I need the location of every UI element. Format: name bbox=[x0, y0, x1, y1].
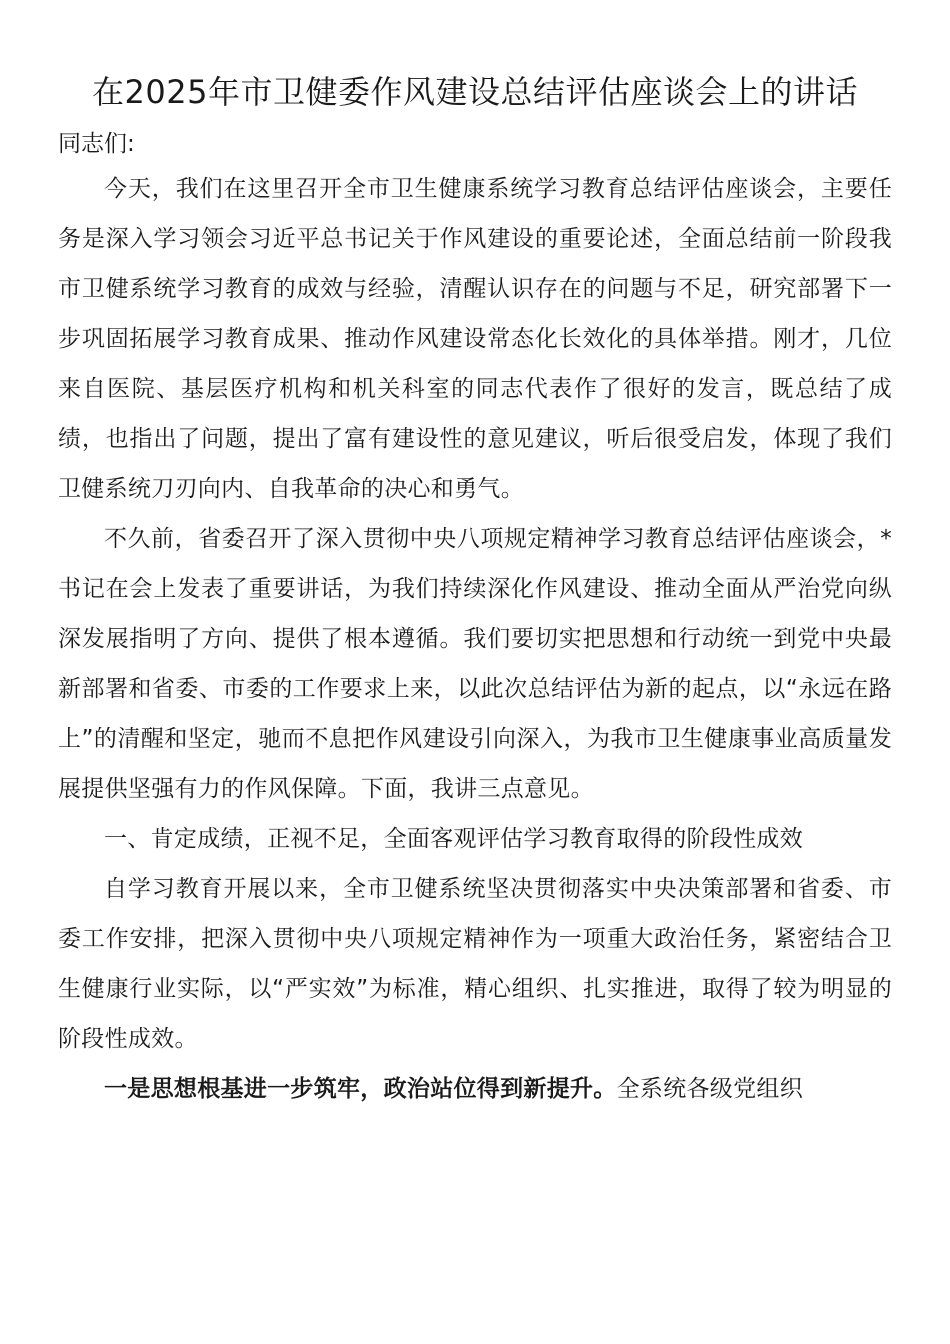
section-heading-one: 一、肯定成绩，正视不足，全面客观评估学习教育取得的阶段性成效 bbox=[104, 826, 803, 852]
document-page bbox=[58, 66, 892, 1114]
salutation: 同志们: bbox=[58, 131, 135, 157]
paragraph-context: 不久前，省委召开了深入贯彻中央八项规定精神学习教育总结评估座谈会，*书记在会上发表了重要讲话，为我们持续深化作风建设、推动全面从严治党向纵深发展指明了方向、提供了根本遵循。我们要切实把思想和行动统一到党中央最新部署和省委、市委的工作要求上来，以此次总结评估为新的起点，以“永远在路上”的清醒和坚定，驰而不息把作风建设引向深入，为我市卫生健康事业高质量发展提供坚强有力的作风保障。下面，我讲三点意见。 bbox=[58, 526, 892, 802]
point-one-lead: 一是思想根基进一步筑牢，政治站位得到新提升。 bbox=[104, 1076, 617, 1102]
point-one-text: 全系统各级党组织 bbox=[616, 1076, 804, 1102]
paragraph-point-one bbox=[58, 1064, 892, 1114]
page-title: 在2025年市卫健委作风建设总结评估座谈会上的讲话 bbox=[92, 73, 858, 111]
paragraph-section-one-intro: 自学习教育开展以来，全市卫健系统坚决贯彻落实中央决策部署和省委、市委工作安排，把深入贯彻中央八项规定精神作为一项重大政治任务，紧密结合卫生健康行业实际，以“严实效”为标准，精心组织、扎实推进，取得了较为明显的阶段性成效。 bbox=[58, 876, 892, 1052]
paragraph-opening: 今天，我们在这里召开全市卫生健康系统学习教育总结评估座谈会，主要任务是深入学习领会习近平总书记关于作风建设的重要论述，全面总结前一阶段我市卫健系统学习教育的成效与经验，清醒认识存在的问题与不足，研究部署下一步巩固拓展学习教育成果、推动作风建设常态化长效化的具体举措。刚才，几位来自医院、基层医疗机构和机关科室的同志代表作了很好的发言，既总结了成绩，也指出了问题，提出了富有建设性的意见建议，听后很受启发，体现了我们卫健系统刀刃向内、自我革命的决心和勇气。 bbox=[58, 176, 892, 502]
